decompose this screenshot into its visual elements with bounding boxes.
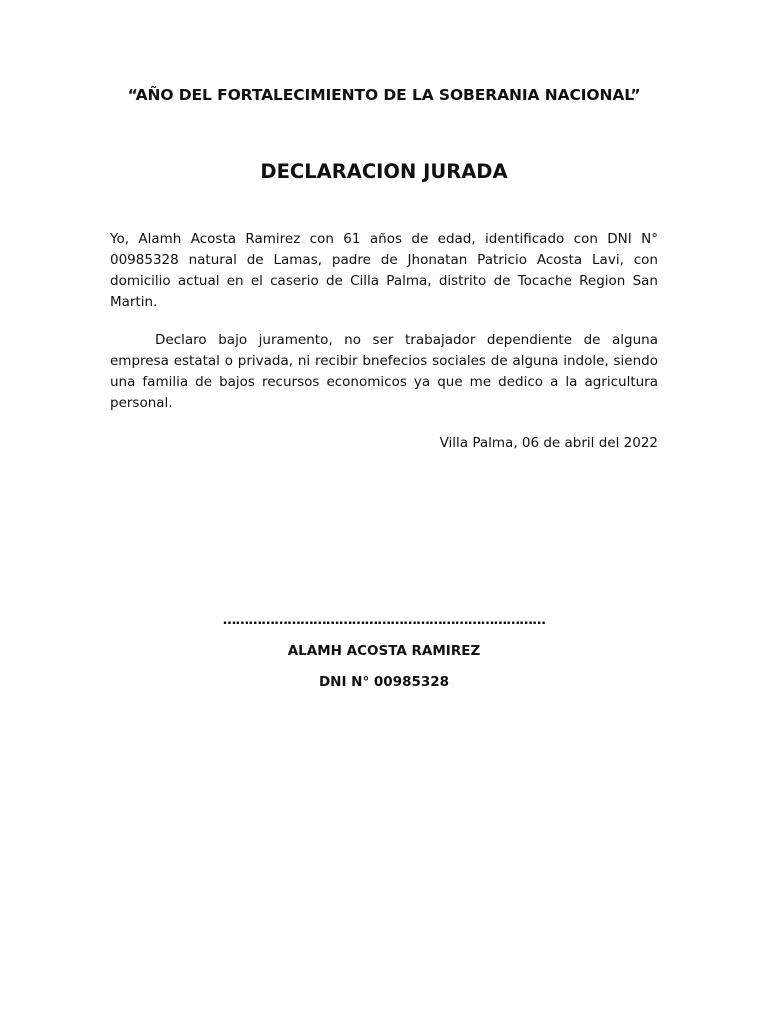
declaration-paragraph-identity: Yo, Alamh Acosta Ramirez con 61 años de edad, identificado con DNI N° 00985328 natural de Lamas, padre de Jhonatan Patricio Acosta Lavi, con domicilio actual en el caserio de Cilla Palma, distrito de Tocache Region San Martin.: [110, 231, 658, 310]
document-title: DECLARACION JURADA: [260, 160, 508, 183]
signer-name: ALAMH ACOSTA RAMIREZ: [287, 643, 481, 659]
declaration-paragraph-oath: Declaro bajo juramento, no ser trabajador dependiente de alguna empresa estatal o privada, ni recibir bnefecios sociales de alguna indole, siendo una familia de bajos recursos economicos ya que me dedico a la agricultura personal.: [110, 332, 658, 411]
document-motto: “AÑO DEL FORTALECIMIENTO DE LA SOBERANIA NACIONAL”: [127, 86, 641, 104]
signature-line: …………………………………………………………………: [222, 612, 546, 628]
place-date: Villa Palma, 06 de abril del 2022: [439, 435, 658, 451]
signer-dni: DNI N° 00985328: [318, 674, 450, 690]
